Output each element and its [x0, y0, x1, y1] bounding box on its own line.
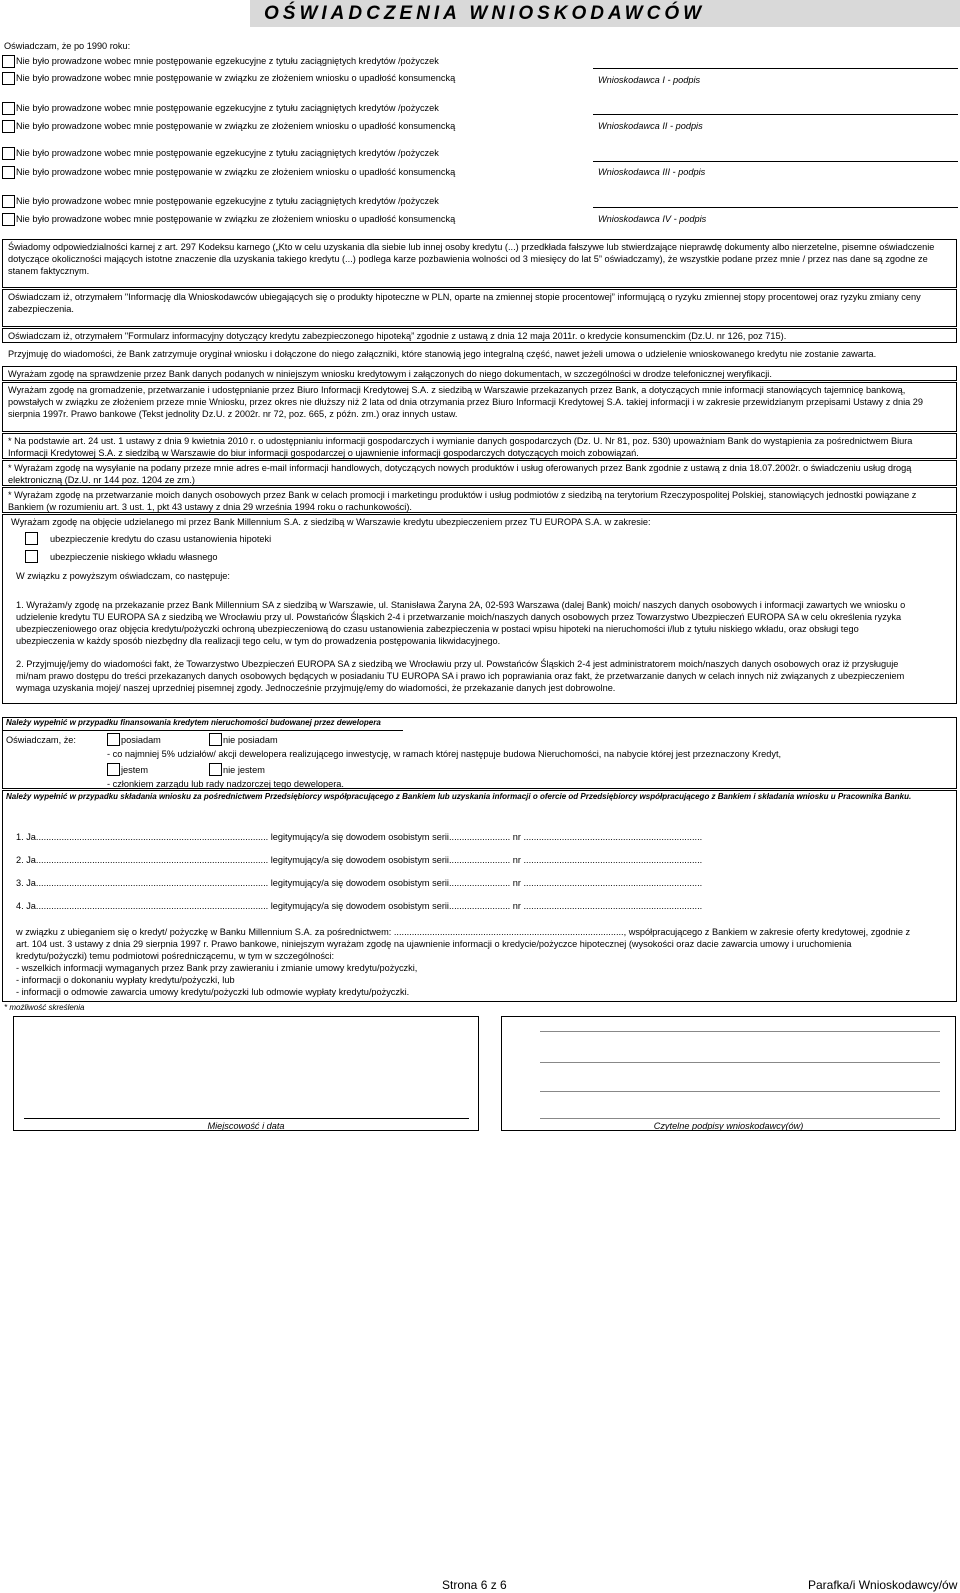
statement-verification-text: Wyrażam zgodę na sprawdzenie przez Bank danych podanych w niniejszym wniosku kredytowym i załączonych do niego dokumentach, w szczególności w drodze telefonicznej weryfikacji. — [8, 369, 772, 379]
statement-verification — [2, 366, 957, 381]
signer-line-4 — [540, 1118, 940, 1119]
upadlosc-label-2: Nie było prowadzone wobec mnie postępowanie w związku ze złożeniem wniosku o upadłość konsumencką — [16, 121, 456, 131]
statement-bik-text: Wyrażam zgodę na gromadzenie, przetwarzanie i udostępnianie przez Biuro Informacji Kredytowej S.A. z siedzibą w Warszawie przekazanych przez Bank, a dotyczących mnie informacji stanowiących tajemnicę bankową, powstałych w związku ze złożeniem przeze mnie Wniosku, przez okres nie dłuższy niż 2 lata od dnia otrzymania przez Biuro Informacji Kredytowej S.A. takiej informacji i w zakresie przewidzianym przepisami Ustawy z dnia 29 sierpnia 1997r. Prawo bankowe (Tekst jednolity Dz.U. z 2002r. nr 72, poz. 665, z późn. zm.) oraz innych ustaw. — [8, 385, 924, 420]
signers-label: Czytelne podpisy wnioskodawcy(ów) — [653, 1121, 804, 1131]
label-jestem: jestem — [121, 765, 149, 775]
checkbox-egzekucja-1[interactable] — [2, 55, 15, 68]
statement-interest-rate-info — [2, 289, 957, 327]
checkbox-upadlosc-1[interactable] — [2, 72, 15, 85]
intro-text: Oświadczam, że po 1990 roku: — [4, 41, 131, 51]
label-nie-posiadam: nie posiadam — [223, 735, 278, 745]
broker-list-item-2: - informacji o dokonaniu wypłaty kredytu/pożyczki, lub — [16, 975, 235, 985]
signature-label-1: Wnioskodawca I - podpis — [598, 75, 701, 85]
statement-interest-rate-info-text: Oświadczam iż, otrzymałem "Informację dla Wnioskodawców ubiegających się o produkty hipoteczne w PLN, oparte na zmiennej stopie procentowej” informującą o ryzyku zmiennej stopy procentowej oraz ryzyku zmiany ceny zabezpieczenia. — [8, 292, 921, 315]
insurance-section — [2, 514, 957, 704]
signature-line-3[interactable] — [593, 161, 958, 162]
statement-marketing — [2, 487, 957, 513]
page-title: OŚWIADCZENIA WNIOSKODAWCÓW — [264, 3, 706, 24]
statement-email — [2, 460, 957, 486]
insurance-w-zwiazku: W związku z powyższym oświadczam, co następuje: — [16, 571, 230, 581]
signature-line-4[interactable] — [593, 207, 958, 208]
checkbox-jestem[interactable] — [107, 763, 120, 776]
page-number: Strona 6 z 6 — [442, 1578, 507, 1592]
developer-heading-rule — [3, 730, 403, 731]
initials-label: Parafka/i Wnioskodawcy/ów — [808, 1578, 958, 1592]
signature-line-1[interactable] — [593, 68, 958, 69]
insurance-point-2: 2. Przyjmuję/jemy do wiadomości fakt, że Towarzystwo Ubezpieczeń EUROPA SA z siedzibą we Wrocławiu przy ul. Powstańców Śląskich 2-4 jest administratorem moich/naszych danych osobowych oraz iż przysługuje mi/nam prawo dostępu do treści przekazanych danych osobowych będących w posiadaniu TU EUROPA SA i prawo ich poprawiania oraz fakt, że przetwarzanie danych w celach innych niż związanych z ubezpieczeniem wymaga uzyskania mojej/ naszej uprzedniej pisemnej zgody. Jednocześnie przyjmuję/emy do wiadomości, że przekazanie danych jest dobrowolne. — [16, 659, 905, 694]
broker-heading: Należy wypełnić w przypadku składania wniosku za pośrednictwem Przedsiębiorcy współpracującego z Bankiem lub uzyskania informacji o ofercie od Przedsiębiorcy współpracującego z Bankiem i składania wniosku u Pracownika Banku. — [6, 792, 912, 801]
statement-info-form-text: Oświadczam iż, otrzymałem "Formularz informacyjny dotyczący kredytu zabezpieczonego hipoteką” zgodnie z ustawą z dnia 12 maja 2011r. o kredycie konsumenckim (Dz.U. nr 126, poz 715). — [8, 331, 787, 341]
broker-consent-text: w związku z ubieganiem się o kredyt/ pożyczkę w Banku Millennium S.A. za pośrednictwem: .........................................................................................., współpracującego z Bankiem w zakresie oferty kredytowej, zgodnie z art. 104 ust. 3 ustawy z dnia 29 sierpnia 1997 r. Prawo bankowe, niniejszym wyrażam zgodę na ujawnienie informacji o kredycie/pożyczce hipotecznej (wysokości oraz dacie zawarcia umowy i uruchomienia kredytu/pożyczki) temu podmiotowi pośredniczącemu, w tym w szczególności: — [16, 927, 911, 962]
statement-original-retained — [2, 344, 957, 360]
checkbox-egzekucja-2[interactable] — [2, 102, 15, 115]
egzekucja-label-1: Nie było prowadzone wobec mnie postępowanie egzekucyjne z tytułu zaciągniętych kredytów /pożyczek — [16, 56, 439, 66]
checkbox-nie-jestem[interactable] — [209, 763, 222, 776]
statement-big-text: * Na podstawie art. 24 ust. 1 ustawy z dnia 9 kwietnia 2010 r. o udostępnianiu informacji gospodarczych i wymianie danych gospodarczych (Dz. U. Nr 81, poz. 530) upoważniam Bank do wystąpienia za pośrednictwem Biura Informacji Kredytowej S.A. z siedzibą w Warszawie do biur informacji gospodarczej o ujawnienie informacji gospodarczych dotyczących moich zobowiązań. — [8, 436, 913, 459]
checkbox-posiadam[interactable] — [107, 733, 120, 746]
place-date-label: Miejscowość i data — [207, 1121, 285, 1131]
signer-line-2 — [540, 1062, 940, 1063]
checkbox-insurance-mortgage[interactable] — [25, 532, 38, 545]
statement-bik — [2, 382, 957, 432]
developer-zarzad: - członkiem zarządu lub rady nadzorczej tego dewelopera. — [107, 779, 344, 789]
checkbox-upadlosc-2[interactable] — [2, 120, 15, 133]
checkbox-upadlosc-4[interactable] — [2, 213, 15, 226]
place-date-line — [24, 1118, 469, 1119]
statement-criminal-liability — [2, 239, 957, 288]
insurance-opt-low-deposit: ubezpieczenie niskiego wkładu własnego — [50, 552, 218, 562]
broker-row-4[interactable]: 4. Ja........................................................................................... legitymujący/a się dowodem osobistym serii........................ nr ...................................................................... — [16, 901, 703, 911]
checkbox-insurance-low-deposit[interactable] — [25, 550, 38, 563]
statement-original-retained-text: Przyjmuję do wiadomości, że Bank zatrzymuje oryginał wniosku i dołączone do niego załączniki, które stanowią jego integralną część, nawet jeżeli umowa o udzielenie wnioskowanego kredytu nie zostanie zawarta. — [8, 349, 877, 359]
statement-big — [2, 433, 957, 459]
checkbox-egzekucja-4[interactable] — [2, 195, 15, 208]
signature-label-2: Wnioskodawca II - podpis — [598, 121, 703, 131]
checkbox-nie-posiadam[interactable] — [209, 733, 222, 746]
broker-section — [2, 790, 957, 1002]
statement-info-form — [2, 328, 957, 343]
signatures-box[interactable] — [501, 1016, 956, 1131]
developer-oswiadczam: Oświadczam, że: — [6, 735, 76, 745]
egzekucja-label-4: Nie było prowadzone wobec mnie postępowanie egzekucyjne z tytułu zaciągniętych kredytów /pożyczek — [16, 196, 439, 206]
broker-row-2[interactable]: 2. Ja........................................................................................... legitymujący/a się dowodem osobistym serii........................ nr ...................................................................... — [16, 855, 703, 865]
statement-marketing-text: * Wyrażam zgodę na przetwarzanie moich danych osobowych przez Bank w celach promocji i marketingu produktów i usług podmiotów z siedzibą na terytorium Rzeczypospolitej Polskiej, stanowiących jednostki powiązane z Bankiem (w rozumieniu art. 3 ust. 1, pkt 43 ustawy z dnia 29 września 1994 roku o rachunkowości). — [8, 490, 917, 513]
checkbox-egzekucja-3[interactable] — [2, 147, 15, 160]
statement-email-text: * Wyrażam zgodę na wysyłanie na podany przeze mnie adres e-mail informacji handlowych, dotyczących nowych produktów i usług oferowanych przez Bank zgodnie z ustawą z dnia 18.07.2002r. o świadczeniu usług drogą elektroniczną (Dz.U. nr 144 poz. 1204 ze zm.) — [8, 463, 912, 486]
statement-criminal-liability-text: Świadomy odpowiedzialności karnej z art. 297 Kodeksu karnego („Kto w celu uzyskania dla siebie lub innej osoby kredytu (...) przedkłada fałszywe lub stwierdzające nieprawdę dokumenty albo nierzetelne, pisemne oświadczenie dotyczące okoliczności mających istotne znaczenie dla uzyskania takiego kredytu (...) podlega karze pozbawienia wolności od 3 miesięcy do lat 5” oświadczamy), że wszystkie podane przez mnie / przez nas dane są zgodne ze stanem faktycznym. — [8, 242, 935, 277]
developer-heading-text: Należy wypełnić w przypadku finansowania kredytem nieruchomości budowanej przez dewelopera — [6, 718, 381, 727]
developer-heading — [6, 718, 381, 729]
signer-line-1 — [540, 1031, 940, 1032]
insurance-intro: Wyrażam zgodę na objęcie udzielanego mi przez Bank Millennium S.A. z siedzibą w Warszawie kredytu ubezpieczeniem przez TU EUROPA S.A. w zakresie: — [11, 517, 651, 527]
place-date-box[interactable] — [13, 1016, 479, 1131]
signature-label-4: Wnioskodawca IV - podpis — [598, 214, 707, 224]
signature-label-3: Wnioskodawca III - podpis — [598, 167, 706, 177]
insurance-point-1: 1. Wyrażam/y zgodę na przekazanie przez Bank Millennium SA z siedzibą w Warszawie, ul. Stanisława Żaryna 2A, 02-593 Warszawa (dalej Bank) moich/ naszych danych osobowych i informacji zawartych we wniosku o udzielenie kredytu TU EUROPA SA z siedzibą we Wrocławiu przy ul. Powstańców Śląskich 2-4 i przetwarzanie moich/naszych danych osobowych przez Towarzystwo Ubezpieczeń EUROPA SA w celu określenia ryzyka ubezpieczeniowego oraz objęcia kredytu/pożyczki ochroną ubezpieczeniową do czasu ustanowienia zabezpieczenia w postaci wpisu hipoteki na nieruchomości i/lub z tytułu niskiego wkładu, oraz obsługi tego ubezpieczenia w każdy sposób niezbędny dla realizacji tego celu, w tym do prowadzenia postępowania likwidacyjnego. — [16, 600, 906, 647]
broker-list-item-3: - informacji o odmowie zawarcia umowy kredytu/pożyczki lub odmowie wypłaty kredytu/pożyczki. — [16, 987, 410, 997]
label-posiadam: posiadam — [121, 735, 161, 745]
egzekucja-label-2: Nie było prowadzone wobec mnie postępowanie egzekucyjne z tytułu zaciągniętych kredytów /pożyczek — [16, 103, 439, 113]
upadlosc-label-3: Nie było prowadzone wobec mnie postępowanie w związku ze złożeniem wniosku o upadłość konsumencką — [16, 167, 456, 177]
checkbox-upadlosc-3[interactable] — [2, 166, 15, 179]
broker-row-1[interactable]: 1. Ja........................................................................................... legitymujący/a się dowodem osobistym serii........................ nr ...................................................................... — [16, 832, 703, 842]
upadlosc-label-4: Nie było prowadzone wobec mnie postępowanie w związku ze złożeniem wniosku o upadłość konsumencką — [16, 214, 456, 224]
upadlosc-label-1: Nie było prowadzone wobec mnie postępowanie w związku ze złożeniem wniosku o upadłość konsumencką — [16, 73, 456, 83]
broker-row-3[interactable]: 3. Ja........................................................................................... legitymujący/a się dowodem osobistym serii........................ nr ...................................................................... — [16, 878, 703, 888]
developer-section — [2, 717, 957, 789]
signer-line-3 — [540, 1091, 940, 1092]
broker-list-item-1: - wszelkich informacji wymaganych przez Bank przy zawieraniu i zmianie umowy kredytu/pożyczki, — [16, 963, 418, 973]
footnote-mozliwosc: * możliwość skreślenia — [4, 1003, 85, 1012]
signature-line-2[interactable] — [593, 114, 958, 115]
insurance-opt-mortgage: ubezpieczenie kredytu do czasu ustanowienia hipoteki — [50, 534, 272, 544]
developer-udzialy: - co najmniej 5% udziałów/ akcji dewelopera realizującego inwestycję, w ramach której następuje budowa Nieruchomości, na nabycie której jest przeznaczony Kredyt, — [107, 749, 782, 759]
label-nie-jestem: nie jestem — [223, 765, 265, 775]
egzekucja-label-3: Nie było prowadzone wobec mnie postępowanie egzekucyjne z tytułu zaciągniętych kredytów /pożyczek — [16, 148, 439, 158]
